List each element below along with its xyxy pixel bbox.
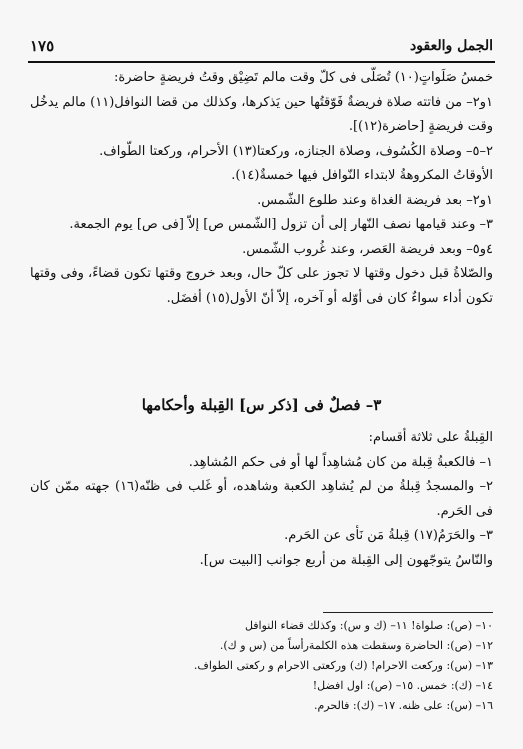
paragraph: والصّلاةُ قبل دخول وقتها لا تجوز على كلّ حال، وبعد خروج وقتها تكون قضاءً، وفى وقتها تكون أداء سواءٌ كان فى أوّله أو آخره، إلاّ أنّ الأول(١٥) أفضَل. — [30, 266, 493, 306]
footnote-line: ١٣– (س): وركعت الاحرام! (ك) وركعتى الاحرام و ركعتى الطواف. — [193, 659, 493, 672]
header-rule — [28, 61, 495, 63]
footnote-line: ١٢– (ص): الحاضرة وسقطت هذه الكلمةرأساً من (س و ك). — [219, 639, 493, 652]
paragraph: ٢– والمسجدُ قِبلةُ من لم يُشاهِد الكعبة وشاهده، أو غَلب فى ظنّه(١٦) جهته ممّن كان فى الحَرم. — [30, 479, 493, 519]
page-header — [30, 34, 493, 58]
paragraph: الأوقاتُ المكروهةُ لابتداء النّوافل فيها خمسةٌ(١٤). — [231, 168, 493, 183]
footnotes — [40, 616, 493, 716]
page-number: ١٧٥ — [30, 37, 55, 55]
paragraph: خمسُ صَلَواتٍ(١٠) تُصَلّى فى كلّ وقت مالم تَضِيْق وقتُ فريضةٍ حاضرة: — [114, 70, 493, 85]
main-text — [30, 66, 493, 311]
paragraph: ١و٢– من فاتته صلاة فريضةٌ فَوّقتُها حين يَذكرها، وكذلك من قضا النوافل(١١) مالم يدخُل وقت فريضةٍ [حاضرة(١٢)]. — [30, 94, 493, 134]
section-text — [30, 426, 493, 573]
paragraph: ٣– وعند قيامها نصف النّهار إلى أن تزول [الشّمس ص] إلاّ [فى ص] يوم الجمعة. — [69, 217, 493, 232]
footnote-line: ١٠– (ص): صلواة! ١١– (ك و س): وكذلك قضاء النوافل — [244, 619, 493, 632]
paragraph: ١و٢– بعد فريضة الغداة وعند طلوع الشّمس. — [257, 192, 493, 208]
paragraph: ٤و٥– وبعد فريضة العَصر، وعند غُروب الشّمس. — [242, 241, 493, 257]
footnote-line: ١٤– (ك): خمس. ١٥– (ص): اول افضل! — [312, 679, 493, 692]
paragraph: ٣– والحَرَمُ(١٧) قِبلةُ مَن نَأى عن الحَرم. — [284, 528, 493, 543]
running-title: الجمل والعقود — [410, 38, 493, 54]
footnote-rule — [323, 612, 493, 613]
paragraph: القِبلةُ على ثلاثة أقسام: — [368, 430, 493, 445]
section-heading: ٣– فصلٌ فى [ذكر س] القِبلة وأحكامها — [141, 396, 382, 414]
paragraph: ٢–٥– وصلاة الكُسُوف، وصلاة الجنازه، وركعتا(١٣) الأحرام، وركعتا الطّواف. — [99, 143, 493, 159]
paragraph: ١– فالكعبةُ قِبلة من كان مُشاهِداً لها أو فى حكم المُشاهِد. — [188, 454, 493, 470]
footnote-line: ١٦– (س): على ظنه. ١٧– (ك): فالحرم. — [314, 699, 493, 712]
paragraph: والنّاسُ يتوجّهون إلى القِبلة من أربع جوانب [البيت س]. — [199, 552, 493, 568]
